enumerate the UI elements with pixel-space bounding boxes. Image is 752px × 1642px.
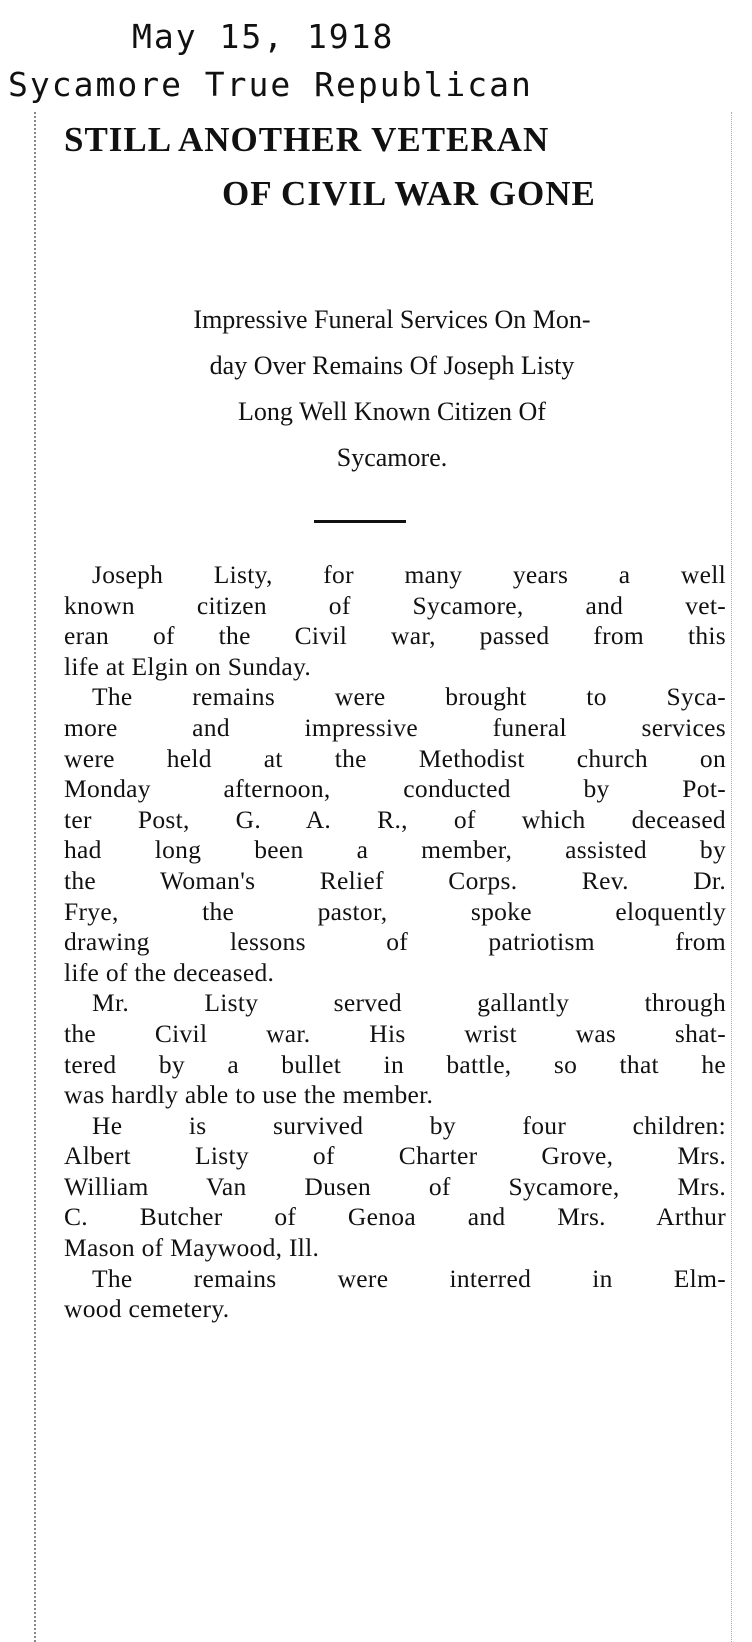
subheadline-line: day Over Remains Of Joseph Listy	[209, 351, 575, 380]
paragraph-3	[64, 988, 726, 1110]
text-line: ter Post, G. A. R., of which deceased	[64, 804, 726, 834]
headline-line-2: OF CIVIL WAR GONE	[222, 174, 596, 213]
newspaper-clipping	[34, 112, 736, 1642]
article-body	[64, 560, 726, 1325]
paragraph-5	[64, 1264, 726, 1325]
text-line: known citizen of Sycamore, and vet-	[64, 590, 726, 620]
text-line: The remains were interred in Elm-	[92, 1263, 726, 1293]
newspaper-name: Sycamore True Republican	[8, 65, 533, 104]
text-line: Albert Listy of Charter Grove, Mrs.	[64, 1141, 726, 1171]
text-line: Mason of Maywood, Ill.	[64, 1233, 320, 1263]
subheadline-line: Sycamore.	[336, 443, 448, 472]
text-line: eran of the Civil war, passed from this	[64, 621, 726, 651]
subheadline-line: Impressive Funeral Services On Mon-	[193, 305, 591, 334]
text-line: had long been a member, assisted by	[64, 835, 726, 865]
section-divider	[314, 520, 406, 523]
paragraph-4	[64, 1111, 726, 1264]
paragraph-1	[64, 560, 726, 682]
subheadline	[56, 297, 728, 481]
text-line: were held at the Methodist church on	[64, 743, 726, 773]
text-line: Frye, the pastor, spoke eloquently	[64, 896, 726, 926]
text-line: Mr. Listy served gallantly through	[92, 988, 726, 1018]
text-line: Joseph Listy, for many years a well	[92, 560, 726, 589]
text-line: life at Elgin on Sunday.	[64, 651, 312, 681]
text-line: The remains were brought to Syca-	[92, 682, 726, 712]
text-line: life of the deceased.	[64, 957, 275, 987]
headline-line-1: STILL ANOTHER VETERAN	[64, 120, 550, 159]
text-line: Monday afternoon, conducted by Pot-	[64, 774, 726, 804]
text-line: more and impressive funeral services	[64, 712, 726, 742]
text-line: tered by a bullet in battle, so that he	[64, 1049, 726, 1079]
subheadline-line: Long Well Known Citizen Of	[238, 397, 546, 426]
text-line: drawing lessons of patriotism from	[64, 927, 726, 957]
text-line: wood cemetery.	[64, 1294, 230, 1324]
text-line: the Civil war. His wrist was shat-	[64, 1018, 726, 1048]
text-line: William Van Dusen of Sycamore, Mrs.	[64, 1171, 726, 1201]
text-line: C. Butcher of Genoa and Mrs. Arthur	[64, 1202, 726, 1232]
clipping-date: May 15, 1918	[132, 17, 395, 56]
text-line: the Woman's Relief Corps. Rev. Dr.	[64, 865, 726, 895]
text-line: He is survived by four children:	[92, 1110, 726, 1140]
text-line: was hardly able to use the member.	[64, 1080, 434, 1110]
column-rule	[731, 112, 732, 1642]
paragraph-2	[64, 682, 726, 988]
